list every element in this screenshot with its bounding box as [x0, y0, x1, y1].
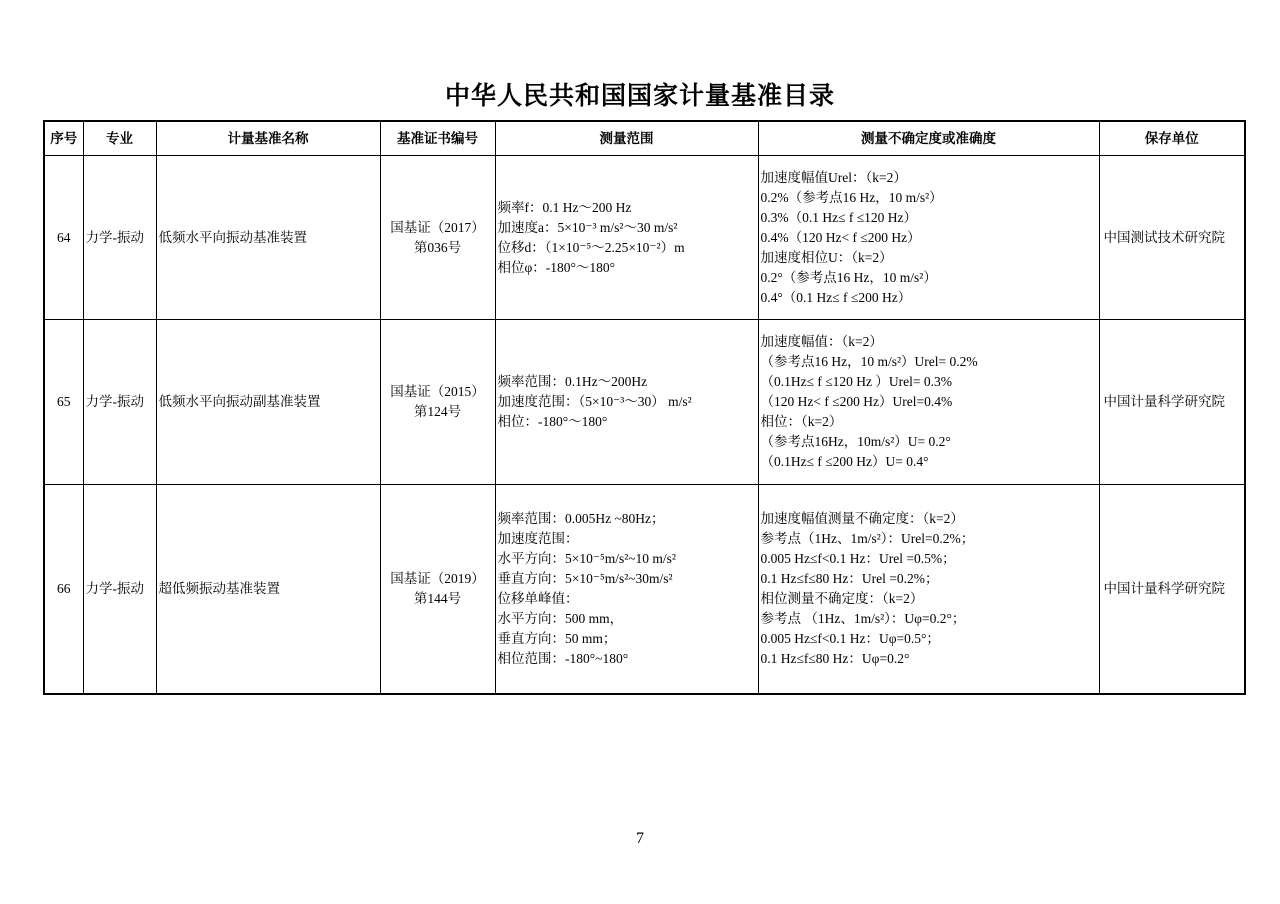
range-line: 垂直方向：50 mm；: [497, 631, 617, 646]
range-line: 加速度a：5×10⁻³ m/s²～30 m/s²: [497, 219, 678, 235]
uncertainty-line: （120 Hz< f ≤200 Hz）Urel=0.4%: [760, 394, 953, 409]
row-specialty: 力学-振动: [83, 485, 156, 695]
row-cert: [380, 485, 495, 695]
range-line: 垂直方向：5×10⁻⁵m/s²~30m/s²: [497, 571, 673, 586]
header-specialty: 专业: [83, 121, 156, 156]
range-line: 相位：-180°～180°: [497, 414, 608, 429]
uncertainty-line: 0.005 Hz≤f<0.1 Hz：Uφ=0.5°；: [760, 631, 940, 646]
range-line: 频率范围：0.005Hz ~80Hz；: [497, 511, 665, 526]
uncertainty-line: （0.1Hz≤ f ≤200 Hz）U= 0.4°: [760, 454, 929, 469]
row-specialty: 力学-振动: [83, 320, 156, 485]
range-line: 水平方向：5×10⁻⁵m/s²~10 m/s²: [497, 551, 676, 566]
cert-line: 国基证（2017）: [390, 219, 485, 235]
range-line: 相位范围：-180°~180°: [497, 651, 629, 666]
uncertainty-line: 0.2°（参考点16 Hz，10 m/s²）: [760, 269, 937, 285]
uncertainty-line: 0.1 Hz≤f≤80 Hz：Uφ=0.2°: [760, 651, 910, 666]
uncertainty-line: 0.005 Hz≤f<0.1 Hz：Urel =0.5%；: [760, 551, 956, 566]
row-name: 低频水平向振动基准装置: [156, 156, 380, 320]
page-number: 7: [636, 830, 644, 847]
range-line: 加速度范围：: [497, 531, 579, 546]
cert-line: 国基证（2019）: [390, 571, 485, 586]
cert-number: 第144号: [413, 591, 462, 606]
row-no: 64: [44, 156, 83, 320]
table-row: [44, 320, 1245, 485]
uncertainty-line: 相位：（k=2）: [760, 414, 843, 429]
uncertainty-line: 加速度幅值：（k=2）: [760, 334, 883, 349]
uncertainty-line: （参考点16 Hz，10 m/s²）Urel= 0.2%: [760, 354, 978, 369]
uncertainty-line: 加速度幅值Urel：（k=2）: [760, 169, 907, 185]
header-no: 序号: [44, 121, 83, 156]
uncertainty-line: 0.4°（0.1 Hz≤ f ≤200 Hz）: [760, 289, 912, 305]
row-specialty: 力学-振动: [83, 156, 156, 320]
header-uncertainty: 测量不确定度或准确度: [758, 121, 1099, 156]
row-range: [495, 156, 758, 320]
range-line: 水平方向：500 mm，: [497, 611, 624, 626]
uncertainty-line: 加速度幅值测量不确定度：（k=2）: [760, 511, 964, 526]
range-line: 加速度范围：（5×10⁻³～30） m/s²: [497, 394, 692, 409]
range-line: 频率范围：0.1Hz～200Hz: [497, 374, 648, 389]
row-institution: 中国计量科学研究院: [1099, 320, 1245, 485]
table-row: [44, 156, 1245, 320]
range-line: 频率f：0.1 Hz～200 Hz: [497, 199, 632, 215]
page-title: 中华人民共和国国家计量基准目录: [444, 81, 835, 110]
header-name: 计量基准名称: [156, 121, 380, 156]
uncertainty-line: （参考点16Hz，10m/s²）U= 0.2°: [760, 434, 951, 449]
range-line: 相位φ：-180°～180°: [497, 259, 616, 275]
row-institution: 中国测试技术研究院: [1099, 156, 1245, 320]
header-cert: 基准证书编号: [380, 121, 495, 156]
row-range: [495, 485, 758, 695]
uncertainty-line: 参考点（1Hz、1m/s²）：Urel=0.2%；: [760, 531, 975, 546]
cert-number: 第036号: [413, 239, 462, 255]
header-institution: 保存单位: [1099, 121, 1245, 156]
row-no: 66: [44, 485, 83, 695]
uncertainty-line: 0.2%（参考点16 Hz，10 m/s²）: [760, 189, 943, 205]
range-line: 位移d：（1×10⁻⁵～2.25×10⁻²）m: [497, 239, 685, 255]
row-name: 低频水平向振动副基准装置: [156, 320, 380, 485]
row-name: 超低频振动基准装置: [156, 485, 380, 695]
standards-table: [43, 120, 1246, 695]
cert-number: 第124号: [413, 404, 462, 419]
uncertainty-line: 0.1 Hz≤f≤80 Hz：Urel =0.2%；: [760, 571, 939, 586]
table-header-row: [44, 121, 1245, 156]
row-cert: [380, 156, 495, 320]
header-range: 测量范围: [495, 121, 758, 156]
cert-line: 国基证（2015）: [390, 384, 485, 399]
uncertainty-line: （0.1Hz≤ f ≤120 Hz ）Urel= 0.3%: [760, 374, 953, 389]
row-uncertainty: [758, 320, 1099, 485]
uncertainty-line: 相位测量不确定度：（k=2）: [760, 591, 924, 606]
row-no: 65: [44, 320, 83, 485]
uncertainty-line: 0.3%（0.1 Hz≤ f ≤120 Hz）: [760, 209, 918, 225]
table-row: [44, 485, 1245, 695]
uncertainty-line: 加速度相位U：（k=2）: [760, 249, 893, 265]
range-line: 位移单峰值：: [497, 591, 579, 606]
row-cert: [380, 320, 495, 485]
row-uncertainty: [758, 156, 1099, 320]
row-institution: 中国计量科学研究院: [1099, 485, 1245, 695]
row-uncertainty: [758, 485, 1099, 695]
uncertainty-line: 参考点 （1Hz、1m/s²）：Uφ=0.2°；: [760, 611, 966, 626]
row-range: [495, 320, 758, 485]
uncertainty-line: 0.4%（120 Hz< f ≤200 Hz）: [760, 229, 921, 245]
